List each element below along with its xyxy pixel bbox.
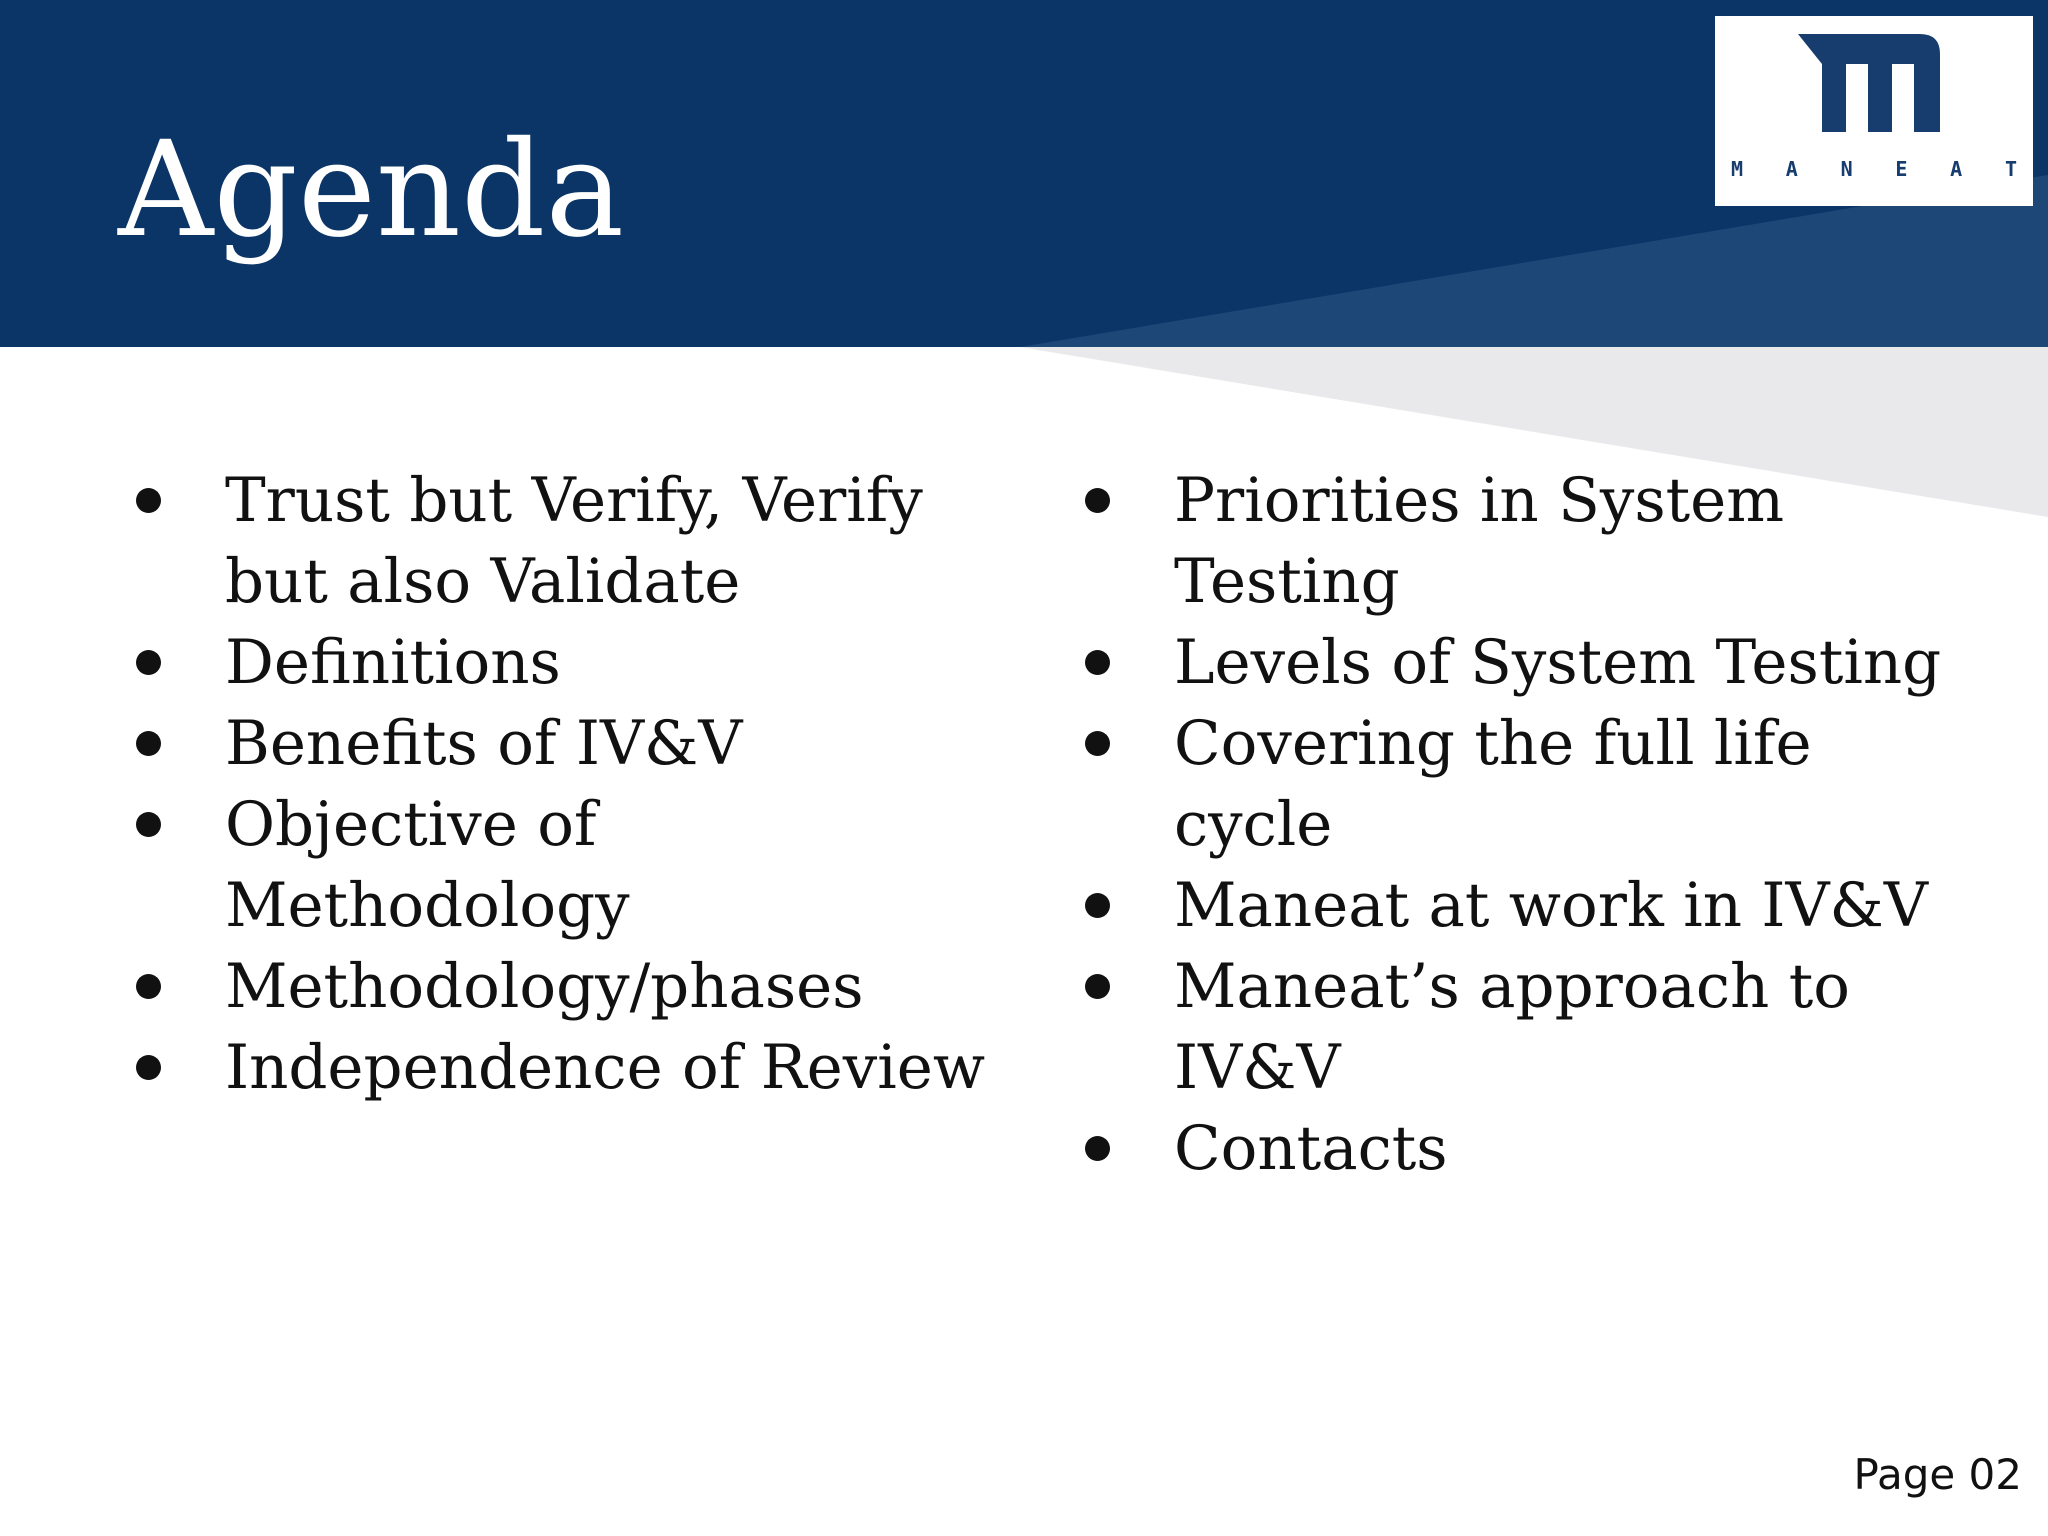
agenda-item-text: Covering the full life cycle (1174, 708, 1812, 860)
agenda-item (1085, 946, 1934, 1108)
agenda-item-text: Contacts (1174, 1113, 1448, 1184)
bullet-icon (1085, 974, 1110, 999)
maneat-logo-mark (1798, 34, 1948, 152)
agenda-item-text: Maneat at work in IV&V (1174, 870, 1928, 941)
agenda-item (136, 460, 996, 622)
agenda-item (1085, 460, 1874, 622)
agenda-item-text: Independence of Review (225, 1032, 986, 1103)
agenda-item-text: Trust but Verify, Verify but also Validate (225, 465, 923, 617)
agenda-item (1085, 703, 1894, 865)
maneat-wordmark (1727, 157, 2021, 181)
wordmark-letter: T (2004, 157, 2017, 181)
bullet-icon (136, 731, 161, 756)
wordmark-letter: A (1785, 157, 1798, 181)
wordmark-letter: N (1840, 157, 1853, 181)
agenda-item (1085, 1108, 2035, 1189)
agenda-item (1085, 622, 2035, 703)
agenda-item (136, 622, 996, 703)
agenda-item-text: Methodology/phases (225, 951, 864, 1022)
agenda-item (136, 703, 996, 784)
agenda-item-text: Definitions (225, 627, 561, 698)
agenda-item-text: Objective of Methodology (225, 789, 630, 941)
agenda-list-right (1085, 460, 2035, 1189)
bullet-icon (1085, 731, 1110, 756)
bullet-icon (1085, 488, 1110, 513)
bullet-icon (136, 488, 161, 513)
wordmark-letter: A (1950, 157, 1963, 181)
page-number: Page 02 (1853, 1450, 2022, 1499)
agenda-item-text: Priorities in System Testing (1174, 465, 1785, 617)
bullet-icon (1085, 893, 1110, 918)
bullet-icon (1085, 650, 1110, 675)
wordmark-letter: M (1730, 157, 1744, 181)
agenda-item (136, 1027, 996, 1108)
agenda-item-text: Maneat’s approach to IV&V (1174, 951, 1850, 1103)
wordmark-letter: E (1895, 157, 1908, 181)
bullet-icon (136, 1055, 161, 1080)
bullet-icon (136, 974, 161, 999)
agenda-item (1085, 865, 2035, 946)
bullet-icon (136, 650, 161, 675)
agenda-item-text: Benefits of IV&V (225, 708, 743, 779)
agenda-item (136, 946, 996, 1027)
maneat-logo (1715, 16, 2033, 206)
bullet-icon (136, 812, 161, 837)
agenda-item-text: Levels of System Testing (1174, 627, 1942, 698)
agenda-list-left (136, 460, 996, 1108)
agenda-item (136, 784, 785, 946)
bullet-icon (1085, 1136, 1110, 1161)
slide-title: Agenda (118, 113, 625, 267)
